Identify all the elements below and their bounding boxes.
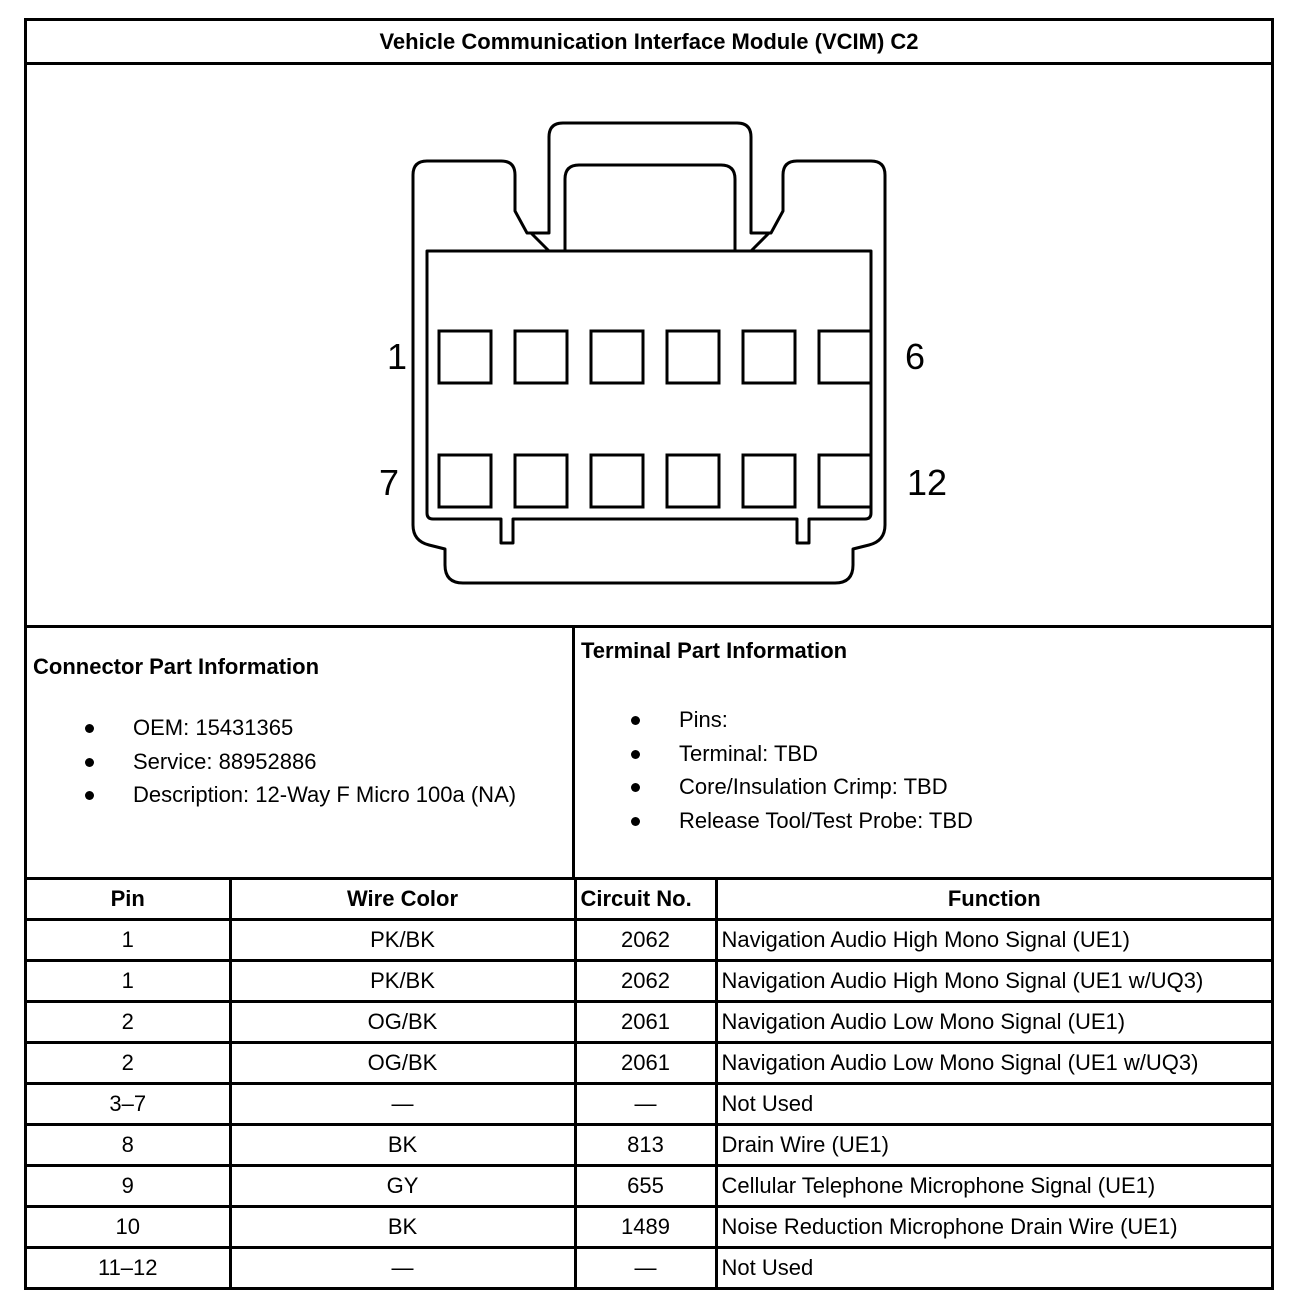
cell-wire-color: OG/BK [230, 1043, 575, 1084]
table-row [27, 1207, 1271, 1248]
cell-circuit: — [575, 1248, 716, 1288]
table-row [27, 920, 1271, 961]
cell-wire-color: PK/BK [230, 920, 575, 961]
cell-wire-color: — [230, 1248, 575, 1288]
part-info-section [27, 625, 1271, 877]
pin-label-12: 12 [907, 462, 948, 503]
cell-function: Not Used [716, 1248, 1271, 1288]
cell-function: Navigation Audio High Mono Signal (UE1 w/UQ3) [716, 961, 1271, 1002]
bullet-icon [631, 817, 640, 826]
terminal-part-info: Terminal Part Information Pins: Terminal: TBD Core/Insulation Crimp: TBD Release Tool/Test Probe: TBD [581, 638, 973, 833]
bullet-icon [85, 791, 94, 800]
cavity-4 [667, 331, 719, 383]
cavity-5 [743, 331, 795, 383]
cell-function: Navigation Audio Low Mono Signal (UE1 w/UQ3) [716, 1043, 1271, 1084]
cavity-block [427, 251, 871, 543]
cell-pin: 1 [27, 961, 230, 1002]
cell-wire-color: BK [230, 1125, 575, 1166]
terminal-info-heading: Terminal Part Information [581, 638, 848, 663]
cell-circuit: 2061 [575, 1002, 716, 1043]
cell-pin: 3–7 [27, 1084, 230, 1125]
bullet-icon [631, 783, 640, 792]
connector-face-drawing [27, 65, 1271, 625]
bullet-icon [631, 750, 640, 759]
cell-circuit: 2061 [575, 1043, 716, 1084]
cell-function: Navigation Audio High Mono Signal (UE1) [716, 920, 1271, 961]
cell-circuit: 2062 [575, 961, 716, 1002]
cell-circuit: 2062 [575, 920, 716, 961]
header-wire-color: Wire Color [230, 879, 575, 920]
cavity-1 [439, 331, 491, 383]
cell-wire-color: — [230, 1084, 575, 1125]
cavity-10 [667, 455, 719, 507]
table-row [27, 1002, 1271, 1043]
cell-function: Cellular Telephone Microphone Signal (UE1) [716, 1166, 1271, 1207]
bullet-icon [85, 724, 94, 733]
latch-side-right [751, 233, 769, 251]
cavity-8 [515, 455, 567, 507]
header-pin: Pin [27, 879, 230, 920]
cell-pin: 11–12 [27, 1248, 230, 1288]
header-function: Function [716, 879, 1271, 920]
table-row [27, 1166, 1271, 1207]
connector-info-heading: Connector Part Information [33, 654, 320, 679]
cell-pin: 2 [27, 1043, 230, 1084]
pin-label-7: 7 [379, 462, 400, 503]
pinout-table [27, 877, 1271, 1287]
pin-label-1: 1 [387, 336, 408, 377]
table-header-row [27, 879, 1271, 920]
cell-function: Navigation Audio Low Mono Signal (UE1) [716, 1002, 1271, 1043]
cell-circuit: 813 [575, 1125, 716, 1166]
table-row [27, 1043, 1271, 1084]
header-circuit: Circuit No. [575, 879, 716, 920]
cavity-11 [743, 455, 795, 507]
cavity-9 [591, 455, 643, 507]
table-row [27, 1248, 1271, 1288]
cavity-3 [591, 331, 643, 383]
table-row [27, 1125, 1271, 1166]
cell-wire-color: PK/BK [230, 961, 575, 1002]
cell-wire-color: OG/BK [230, 1002, 575, 1043]
table-row [27, 1084, 1271, 1125]
pin-label-6: 6 [905, 336, 926, 377]
connector-diagram [27, 65, 1271, 625]
cell-circuit: — [575, 1084, 716, 1125]
bullet-icon [631, 716, 640, 725]
cell-pin: 1 [27, 920, 230, 961]
cell-pin: 2 [27, 1002, 230, 1043]
cell-pin: 10 [27, 1207, 230, 1248]
latch-side-left [531, 233, 549, 251]
cell-circuit: 1489 [575, 1207, 716, 1248]
cell-pin: 9 [27, 1166, 230, 1207]
latch-inner [565, 165, 735, 251]
cavity-12 [819, 455, 871, 507]
cavity-7 [439, 455, 491, 507]
page-title: Vehicle Communication Interface Module (VCIM) C2 [27, 21, 1271, 65]
table-row [27, 961, 1271, 1002]
cell-circuit: 655 [575, 1166, 716, 1207]
cell-function: Not Used [716, 1084, 1271, 1125]
cell-function: Drain Wire (UE1) [716, 1125, 1271, 1166]
cell-function: Noise Reduction Microphone Drain Wire (UE1) [716, 1207, 1271, 1248]
connector-part-info: Connector Part Information OEM: 15431365 Service: 88952886 Description: 12-Way F Micro 100a (NA) [27, 628, 575, 877]
cavity-2 [515, 331, 567, 383]
connector-sheet [24, 18, 1274, 1290]
bullet-icon [85, 758, 94, 767]
cavity-6 [819, 331, 871, 383]
cell-wire-color: GY [230, 1166, 575, 1207]
cell-pin: 8 [27, 1125, 230, 1166]
cell-wire-color: BK [230, 1207, 575, 1248]
